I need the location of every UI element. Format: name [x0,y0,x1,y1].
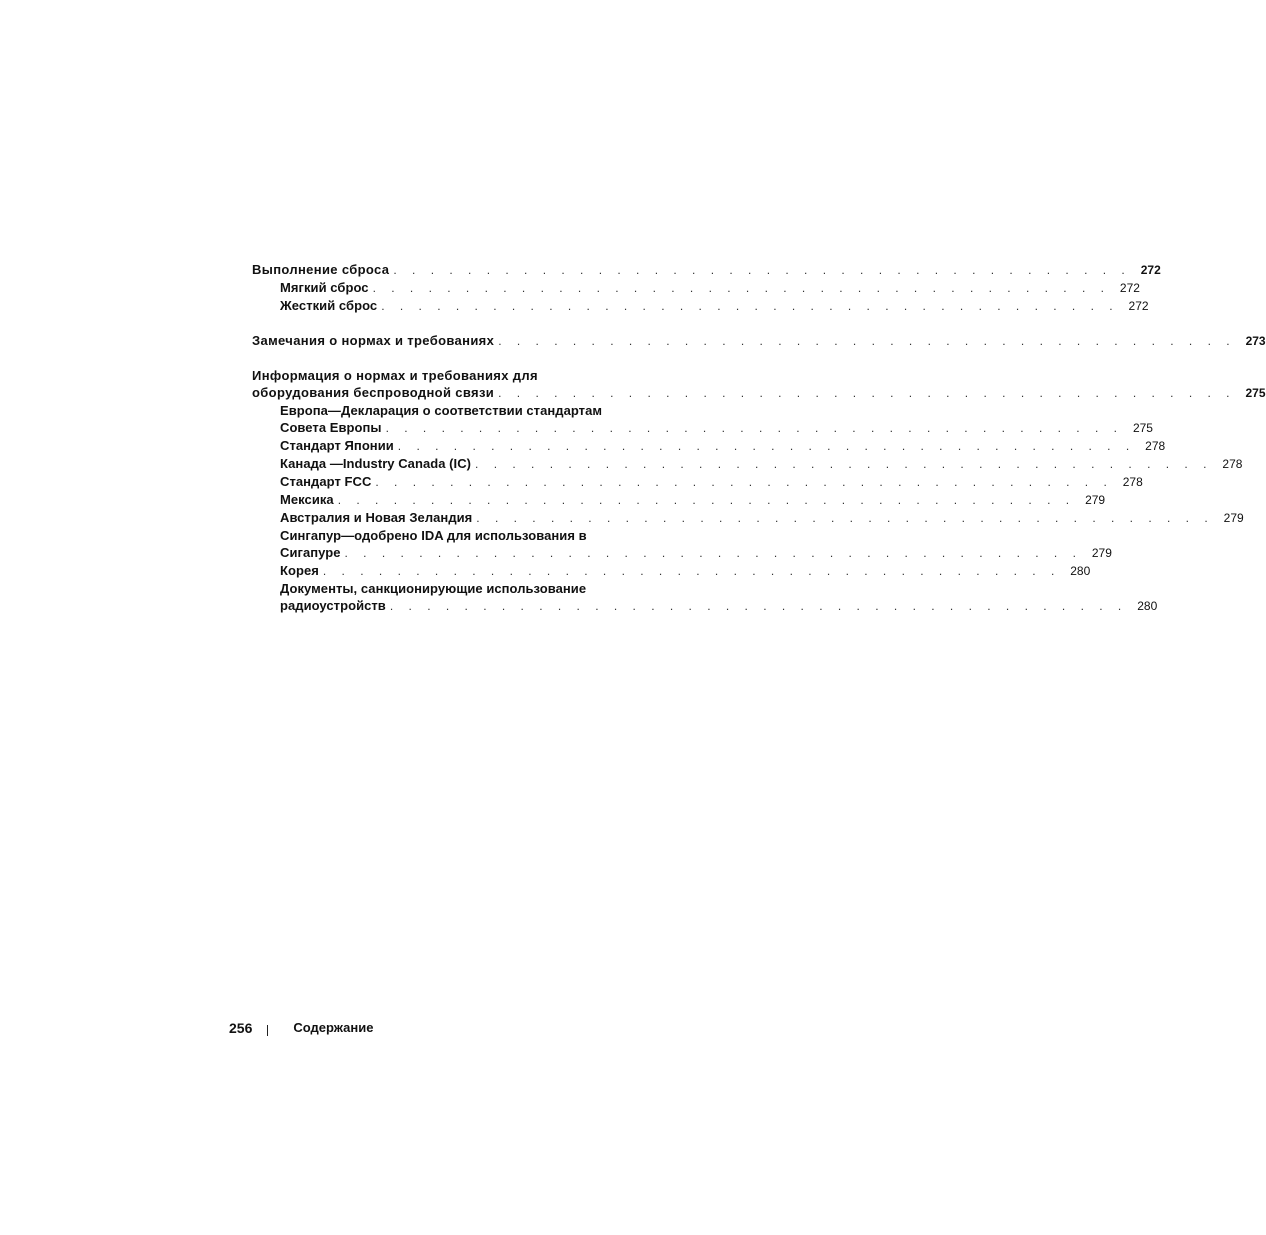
toc-entry[interactable] [280,402,1153,437]
toc-entry-title: Сигапуре [280,545,341,560]
dot-leader: . . . . . . . . . . . . . . . . . . . . . . . . . . . . . . . . . . . . . . . . [322,564,1061,578]
dot-leader: . . . . . . . . . . . . . . . . . . . . . . . . . . . . . . . . . . . . . . . . [385,421,1123,435]
dot-leader: . . . . . . . . . . . . . . . . . . . . . . . . . . . . . . . . . . . . . . . . [381,299,1119,313]
dot-leader: . . . . . . . . . . . . . . . . . . . . . . . . . . . . . . . . . . . . . . . . [389,599,1128,613]
toc-entry[interactable] [252,332,1266,350]
toc-entry-page-number: 280 [1070,564,1091,578]
toc-entry[interactable] [280,527,1112,562]
toc-entry-title: Мексика [280,492,334,507]
toc-entry-title-line1: Документы, санкционирующие использование [280,581,587,596]
toc-entry-title: Выполнение сброса [252,262,390,277]
toc-entry-title: Канада —Industry Canada (IC) [280,456,472,471]
toc-entry-page-number: 279 [1091,546,1112,560]
toc-entry[interactable] [252,261,1161,279]
toc-entry-page-number: 275 [1132,421,1153,435]
toc-entry-title: Совета Европы [280,420,382,435]
toc-entry[interactable] [280,580,1158,615]
toc-entry-page-number: 279 [1223,511,1244,525]
dot-leader: . . . . . . . . . . . . . . . . . . . . . . . . . . . . . . . . . . . . . . . . [375,475,1113,489]
toc-entry-title: радиоустройств [280,598,386,613]
toc-entry[interactable] [280,437,1166,455]
toc-entry-page-number: 280 [1137,599,1158,613]
toc-entry-title-line1: Сингапур—одобрено IDA для использования в [280,528,587,543]
dot-leader: . . . . . . . . . . . . . . . . . . . . . . . . . . . . . . . . . . . . . . . . [372,281,1110,295]
toc-entry-page-number: 272 [1128,299,1149,313]
footer-section-title: Содержание [293,1020,374,1035]
toc-entry[interactable] [280,491,1106,509]
footer-separator [267,1025,268,1036]
toc-entry-title: Мягкий сброс [280,280,369,295]
dot-leader: . . . . . . . . . . . . . . . . . . . . . . . . . . . . . . . . . . . . . . . . [393,263,1131,277]
dot-leader: . . . . . . . . . . . . . . . . . . . . . . . . . . . . . . . . . . . . . . . . [397,439,1136,453]
dot-leader: . . . . . . . . . . . . . . . . . . . . . . . . . . . . . . . . . . . . . . . . [476,511,1214,525]
dot-leader: . . . . . . . . . . . . . . . . . . . . . . . . . . . . . . . . . . . . . . . . [337,493,1076,507]
toc-entry-title-line1: Европа—Декларация о соответствии стандартам [280,403,603,418]
toc-entry[interactable] [280,279,1140,297]
table-of-contents [252,261,1266,615]
toc-entry[interactable] [280,562,1091,580]
toc-entry[interactable] [280,473,1143,491]
toc-entry-title: Замечания о нормах и требованиях [252,333,495,348]
toc-entry-page-number: 278 [1122,475,1143,489]
toc-entry-page-number: 279 [1085,493,1106,507]
page-footer [229,1019,373,1036]
toc-entry-title: Стандарт Японии [280,438,394,453]
toc-entry-title-line1: Информация о нормах и требованиях для [252,368,538,383]
toc-entry-page-number: 272 [1119,281,1140,295]
toc-entry-title: оборудования беспроводной связи [252,385,495,400]
toc-entry-page-number: 278 [1145,439,1166,453]
dot-leader: . . . . . . . . . . . . . . . . . . . . . . . . . . . . . . . . . . . . . . . . [475,457,1213,471]
dot-leader: . . . . . . . . . . . . . . . . . . . . . . . . . . . . . . . . . . . . . . . . [498,334,1236,348]
toc-entry-page-number: 273 [1245,334,1266,348]
toc-entry-page-number: 272 [1140,263,1161,277]
toc-entry[interactable] [280,455,1243,473]
toc-entry-page-number: 278 [1222,457,1243,471]
toc-entry-title: Жесткий сброс [280,298,378,313]
page-number: 256 [229,1019,253,1036]
toc-entry-page-number: 275 [1245,386,1266,400]
toc-entry-title: Австралия и Новая Зеландия [280,510,473,525]
dot-leader: . . . . . . . . . . . . . . . . . . . . . . . . . . . . . . . . . . . . . . . . [498,386,1236,400]
toc-entry[interactable] [280,509,1244,527]
dot-leader: . . . . . . . . . . . . . . . . . . . . . . . . . . . . . . . . . . . . . . . . [344,546,1082,560]
toc-entry[interactable] [252,367,1266,402]
toc-entry-title: Корея [280,563,319,578]
toc-entry[interactable] [280,297,1149,315]
toc-entry-title: Стандарт FCC [280,474,372,489]
